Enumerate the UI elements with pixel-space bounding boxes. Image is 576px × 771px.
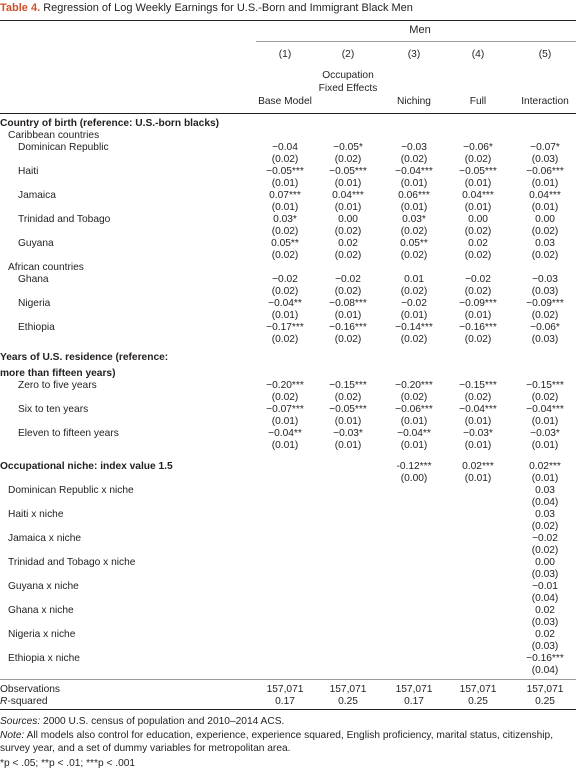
- cell-se: (0.02): [271, 286, 299, 297]
- cell-coef: 0.06***: [398, 190, 430, 201]
- stat-observations: 157,071: [266, 684, 304, 695]
- cell-coef: 0.02***: [462, 461, 494, 472]
- stat-observations: 157,071: [395, 684, 433, 695]
- cell-se: (0.02): [400, 334, 428, 345]
- cell-se: (0.01): [464, 440, 492, 451]
- cell-coef: −0.04***: [526, 404, 564, 415]
- cell-se: (0.02): [271, 226, 299, 237]
- footnote-significance: *p < .05; **p < .01; ***p < .001: [0, 758, 136, 769]
- cell-se: (0.02): [334, 334, 362, 345]
- cell-coef: −0.20***: [266, 380, 304, 391]
- cell-se: (0.01): [531, 178, 559, 189]
- row-label: Ethiopia: [18, 322, 55, 333]
- row-label: Guyana x niche: [8, 581, 79, 592]
- cell-coef: −0.14***: [395, 322, 433, 333]
- column-number: (5): [538, 49, 552, 60]
- cell-coef: 0.04***: [462, 190, 494, 201]
- cell-se: (0.02): [400, 286, 428, 297]
- cell-se: (0.01): [400, 202, 428, 213]
- cell-se: (0.03): [531, 569, 559, 580]
- row-label: Country of birth (reference: U.S.-born blacks): [0, 118, 220, 129]
- cell-se: (0.04): [531, 497, 559, 508]
- cell-se: (0.01): [531, 440, 559, 451]
- cell-se: (0.01): [531, 416, 559, 427]
- cell-coef: 0.03: [535, 485, 555, 496]
- column-name: Niching: [397, 96, 431, 107]
- row-label: Dominican Republic: [18, 142, 109, 153]
- cell-se: (0.02): [464, 226, 492, 237]
- caption-title: Regression of Log Weekly Earnings for U.S.-Born and Immigrant Black Men: [43, 2, 413, 14]
- row-label: Years of U.S. residence (reference:: [0, 352, 169, 363]
- cell-se: (0.04): [531, 593, 559, 604]
- cell-coef: 0.01: [404, 274, 424, 285]
- cell-coef: 0.00: [535, 557, 555, 568]
- cell-se: (0.02): [334, 226, 362, 237]
- cell-coef: 0.02***: [529, 461, 561, 472]
- cell-coef: −0.05***: [266, 166, 304, 177]
- cell-coef: 0.00: [338, 214, 358, 225]
- row-label: Ghana x niche: [8, 605, 74, 616]
- cell-coef: −0.04**: [397, 428, 431, 439]
- cell-coef: −0.05***: [329, 166, 367, 177]
- cell-coef: −0.04***: [395, 166, 433, 177]
- cell-coef: −0.02: [532, 533, 558, 544]
- cell-coef: 0.04***: [332, 190, 364, 201]
- row-label: Occupational niche: index value 1.5: [0, 461, 173, 472]
- caption-label: Table 4.: [0, 2, 41, 14]
- cell-coef: 0.05**: [400, 238, 428, 249]
- cell-se: (0.02): [464, 286, 492, 297]
- cell-coef: -0.12***: [396, 461, 432, 472]
- row-label: Eleven to fifteen years: [18, 428, 119, 439]
- row-label: African countries: [8, 262, 84, 273]
- cell-se: (0.02): [334, 286, 362, 297]
- cell-se: (0.02): [531, 392, 559, 403]
- cell-se: (0.02): [271, 154, 299, 165]
- cell-se: (0.02): [334, 250, 362, 261]
- cell-coef: −0.17***: [266, 322, 304, 333]
- cell-coef: −0.20***: [395, 380, 433, 391]
- cell-se: (0.03): [531, 617, 559, 628]
- cell-coef: −0.09***: [459, 298, 497, 309]
- rsquared-italic: R: [0, 696, 8, 707]
- cell-coef: −0.15***: [459, 380, 497, 391]
- cell-se: (0.01): [464, 202, 492, 213]
- row-label: Nigeria: [18, 298, 51, 309]
- cell-se: (0.01): [464, 178, 492, 189]
- cell-se: (0.02): [400, 154, 428, 165]
- cell-coef: −0.15***: [329, 380, 367, 391]
- cell-coef: −0.05***: [459, 166, 497, 177]
- cell-coef: −0.06*: [530, 322, 560, 333]
- cell-coef: −0.16***: [329, 322, 367, 333]
- cell-coef: 0.03: [535, 509, 555, 520]
- cell-coef: −0.03: [401, 142, 427, 153]
- cell-se: (0.01): [271, 178, 299, 189]
- stat-rsquared: 0.25: [535, 696, 555, 707]
- cell-se: (0.04): [531, 665, 559, 676]
- footnote-note: [0, 729, 576, 755]
- cell-coef: −0.03*: [333, 428, 363, 439]
- cell-coef: 0.02: [535, 605, 555, 616]
- cell-coef: −0.02: [401, 298, 427, 309]
- row-label: Six to ten years: [18, 404, 89, 415]
- cell-se: (0.01): [531, 473, 559, 484]
- cell-se: (0.01): [271, 440, 299, 451]
- column-name: Base Model: [258, 96, 312, 107]
- group-rule: [256, 41, 576, 42]
- table-caption: [0, 2, 413, 14]
- cell-se: (0.03): [531, 641, 559, 652]
- cell-se: (0.02): [271, 392, 299, 403]
- row-label: Nigeria x niche: [8, 629, 76, 640]
- cell-coef: −0.07***: [266, 404, 304, 415]
- row-label: Caribbean countries: [8, 130, 100, 141]
- note-label: Note:: [0, 730, 25, 741]
- cell-coef: −0.02: [465, 274, 491, 285]
- column-name: Interaction: [521, 96, 569, 107]
- column-number: (1): [278, 49, 292, 60]
- note-text: All models also control for education, experience, experience squared, English proficiency, marital status, citizenship, survey year, and a set of dummy variables for metropolitan area.: [0, 730, 554, 754]
- cell-se: (0.02): [271, 334, 299, 345]
- cell-se: (0.02): [334, 154, 362, 165]
- cell-se: (0.02): [531, 226, 559, 237]
- row-label: Ghana: [18, 274, 49, 285]
- cell-se: (0.00): [400, 473, 428, 484]
- cell-coef: 0.07***: [269, 190, 301, 201]
- cell-se: (0.03): [531, 334, 559, 345]
- sources-label: Sources:: [0, 716, 41, 727]
- cell-coef: 0.02: [468, 238, 488, 249]
- sources-text: 2000 U.S. census of population and 2010–2014 ACS.: [40, 716, 285, 727]
- cell-se: (0.02): [531, 521, 559, 532]
- cell-se: (0.02): [334, 392, 362, 403]
- row-label: Trinidad and Tobago x niche: [8, 557, 136, 568]
- row-label: Zero to five years: [18, 380, 97, 391]
- cell-se: (0.02): [464, 392, 492, 403]
- cell-se: (0.02): [464, 154, 492, 165]
- cell-coef: 0.05**: [271, 238, 299, 249]
- cell-coef: 0.02: [338, 238, 358, 249]
- row-label: Dominican Republic x niche: [8, 485, 134, 496]
- stat-observations: 157,071: [526, 684, 564, 695]
- cell-se: (0.02): [531, 545, 559, 556]
- column-number: (2): [341, 49, 355, 60]
- cell-coef: −0.06*: [463, 142, 493, 153]
- cell-se: (0.01): [334, 416, 362, 427]
- cell-se: (0.01): [400, 178, 428, 189]
- cell-se: (0.02): [464, 250, 492, 261]
- cell-se: (0.02): [531, 250, 559, 261]
- cell-se: (0.02): [400, 392, 428, 403]
- cell-se: (0.02): [271, 250, 299, 261]
- cell-coef: −0.05***: [329, 404, 367, 415]
- cell-coef: 0.03*: [402, 214, 426, 225]
- row-label: Guyana: [18, 238, 54, 249]
- row-label: Ethiopia x niche: [8, 653, 80, 664]
- stat-label-rsquared: [0, 696, 48, 708]
- cell-se: (0.02): [400, 250, 428, 261]
- row-label: more than fifteen years): [0, 368, 116, 379]
- cell-se: (0.01): [271, 310, 299, 321]
- cell-coef: −0.09***: [526, 298, 564, 309]
- stat-rsquared: 0.25: [338, 696, 358, 707]
- cell-coef: −0.16***: [526, 653, 564, 664]
- stat-label-observations: Observations: [0, 684, 61, 695]
- row-label: Jamaica x niche: [8, 533, 82, 544]
- row-label: Jamaica: [18, 190, 56, 201]
- top-rule: [0, 20, 576, 21]
- cell-coef: −0.16***: [459, 322, 497, 333]
- cell-coef: −0.02: [272, 274, 298, 285]
- cell-se: (0.03): [531, 154, 559, 165]
- cell-se: (0.01): [400, 416, 428, 427]
- cell-se: (0.01): [464, 473, 492, 484]
- cell-coef: −0.04***: [459, 404, 497, 415]
- cell-coef: 0.04***: [529, 190, 561, 201]
- header-rule: [0, 113, 576, 114]
- cell-coef: 0.00: [535, 214, 555, 225]
- footnote-sources: [0, 715, 576, 728]
- cell-se: (0.01): [464, 416, 492, 427]
- stat-rsquared: 0.17: [404, 696, 424, 707]
- column-group-header: Men: [409, 24, 431, 36]
- cell-se: (0.01): [531, 202, 559, 213]
- cell-coef: −0.01: [532, 581, 558, 592]
- cell-coef: −0.15***: [526, 380, 564, 391]
- cell-coef: −0.03: [532, 274, 558, 285]
- row-label: Trinidad and Tobago: [18, 214, 111, 225]
- cell-se: (0.02): [531, 310, 559, 321]
- column-number: (4): [471, 49, 485, 60]
- cell-se: (0.01): [334, 178, 362, 189]
- stat-rsquared: 0.17: [275, 696, 295, 707]
- cell-se: (0.01): [271, 416, 299, 427]
- cell-se: (0.01): [400, 310, 428, 321]
- cell-coef: −0.03*: [463, 428, 493, 439]
- cell-se: (0.03): [531, 286, 559, 297]
- cell-se: (0.01): [400, 440, 428, 451]
- cell-coef: −0.08***: [329, 298, 367, 309]
- stats-rule: [0, 679, 576, 680]
- cell-coef: −0.03*: [530, 428, 560, 439]
- rsquared-rest: -squared: [7, 696, 48, 707]
- cell-se: (0.02): [400, 226, 428, 237]
- stat-observations: 157,071: [329, 684, 367, 695]
- row-label: Haiti x niche: [8, 509, 64, 520]
- bottom-rule: [0, 709, 576, 710]
- cell-coef: 0.03: [535, 238, 555, 249]
- cell-coef: −0.06***: [395, 404, 433, 415]
- cell-coef: −0.04: [272, 142, 298, 153]
- cell-se: (0.01): [334, 310, 362, 321]
- stat-observations: 157,071: [459, 684, 497, 695]
- column-name: Full: [469, 96, 487, 107]
- stat-rsquared: 0.25: [468, 696, 488, 707]
- cell-coef: −0.05*: [333, 142, 363, 153]
- cell-coef: −0.07*: [530, 142, 560, 153]
- cell-se: (0.01): [334, 202, 362, 213]
- cell-se: (0.01): [334, 440, 362, 451]
- cell-coef: 0.00: [468, 214, 488, 225]
- cell-coef: −0.02: [335, 274, 361, 285]
- cell-se: (0.02): [464, 334, 492, 345]
- cell-coef: −0.06***: [526, 166, 564, 177]
- cell-coef: 0.02: [535, 629, 555, 640]
- row-label: Haiti: [18, 166, 39, 177]
- cell-coef: −0.04**: [268, 428, 302, 439]
- cell-se: (0.01): [464, 310, 492, 321]
- cell-se: (0.01): [271, 202, 299, 213]
- column-name: Occupation Fixed Effects: [318, 70, 378, 94]
- cell-coef: 0.03*: [273, 214, 297, 225]
- cell-coef: −0.04**: [268, 298, 302, 309]
- column-number: (3): [407, 49, 421, 60]
